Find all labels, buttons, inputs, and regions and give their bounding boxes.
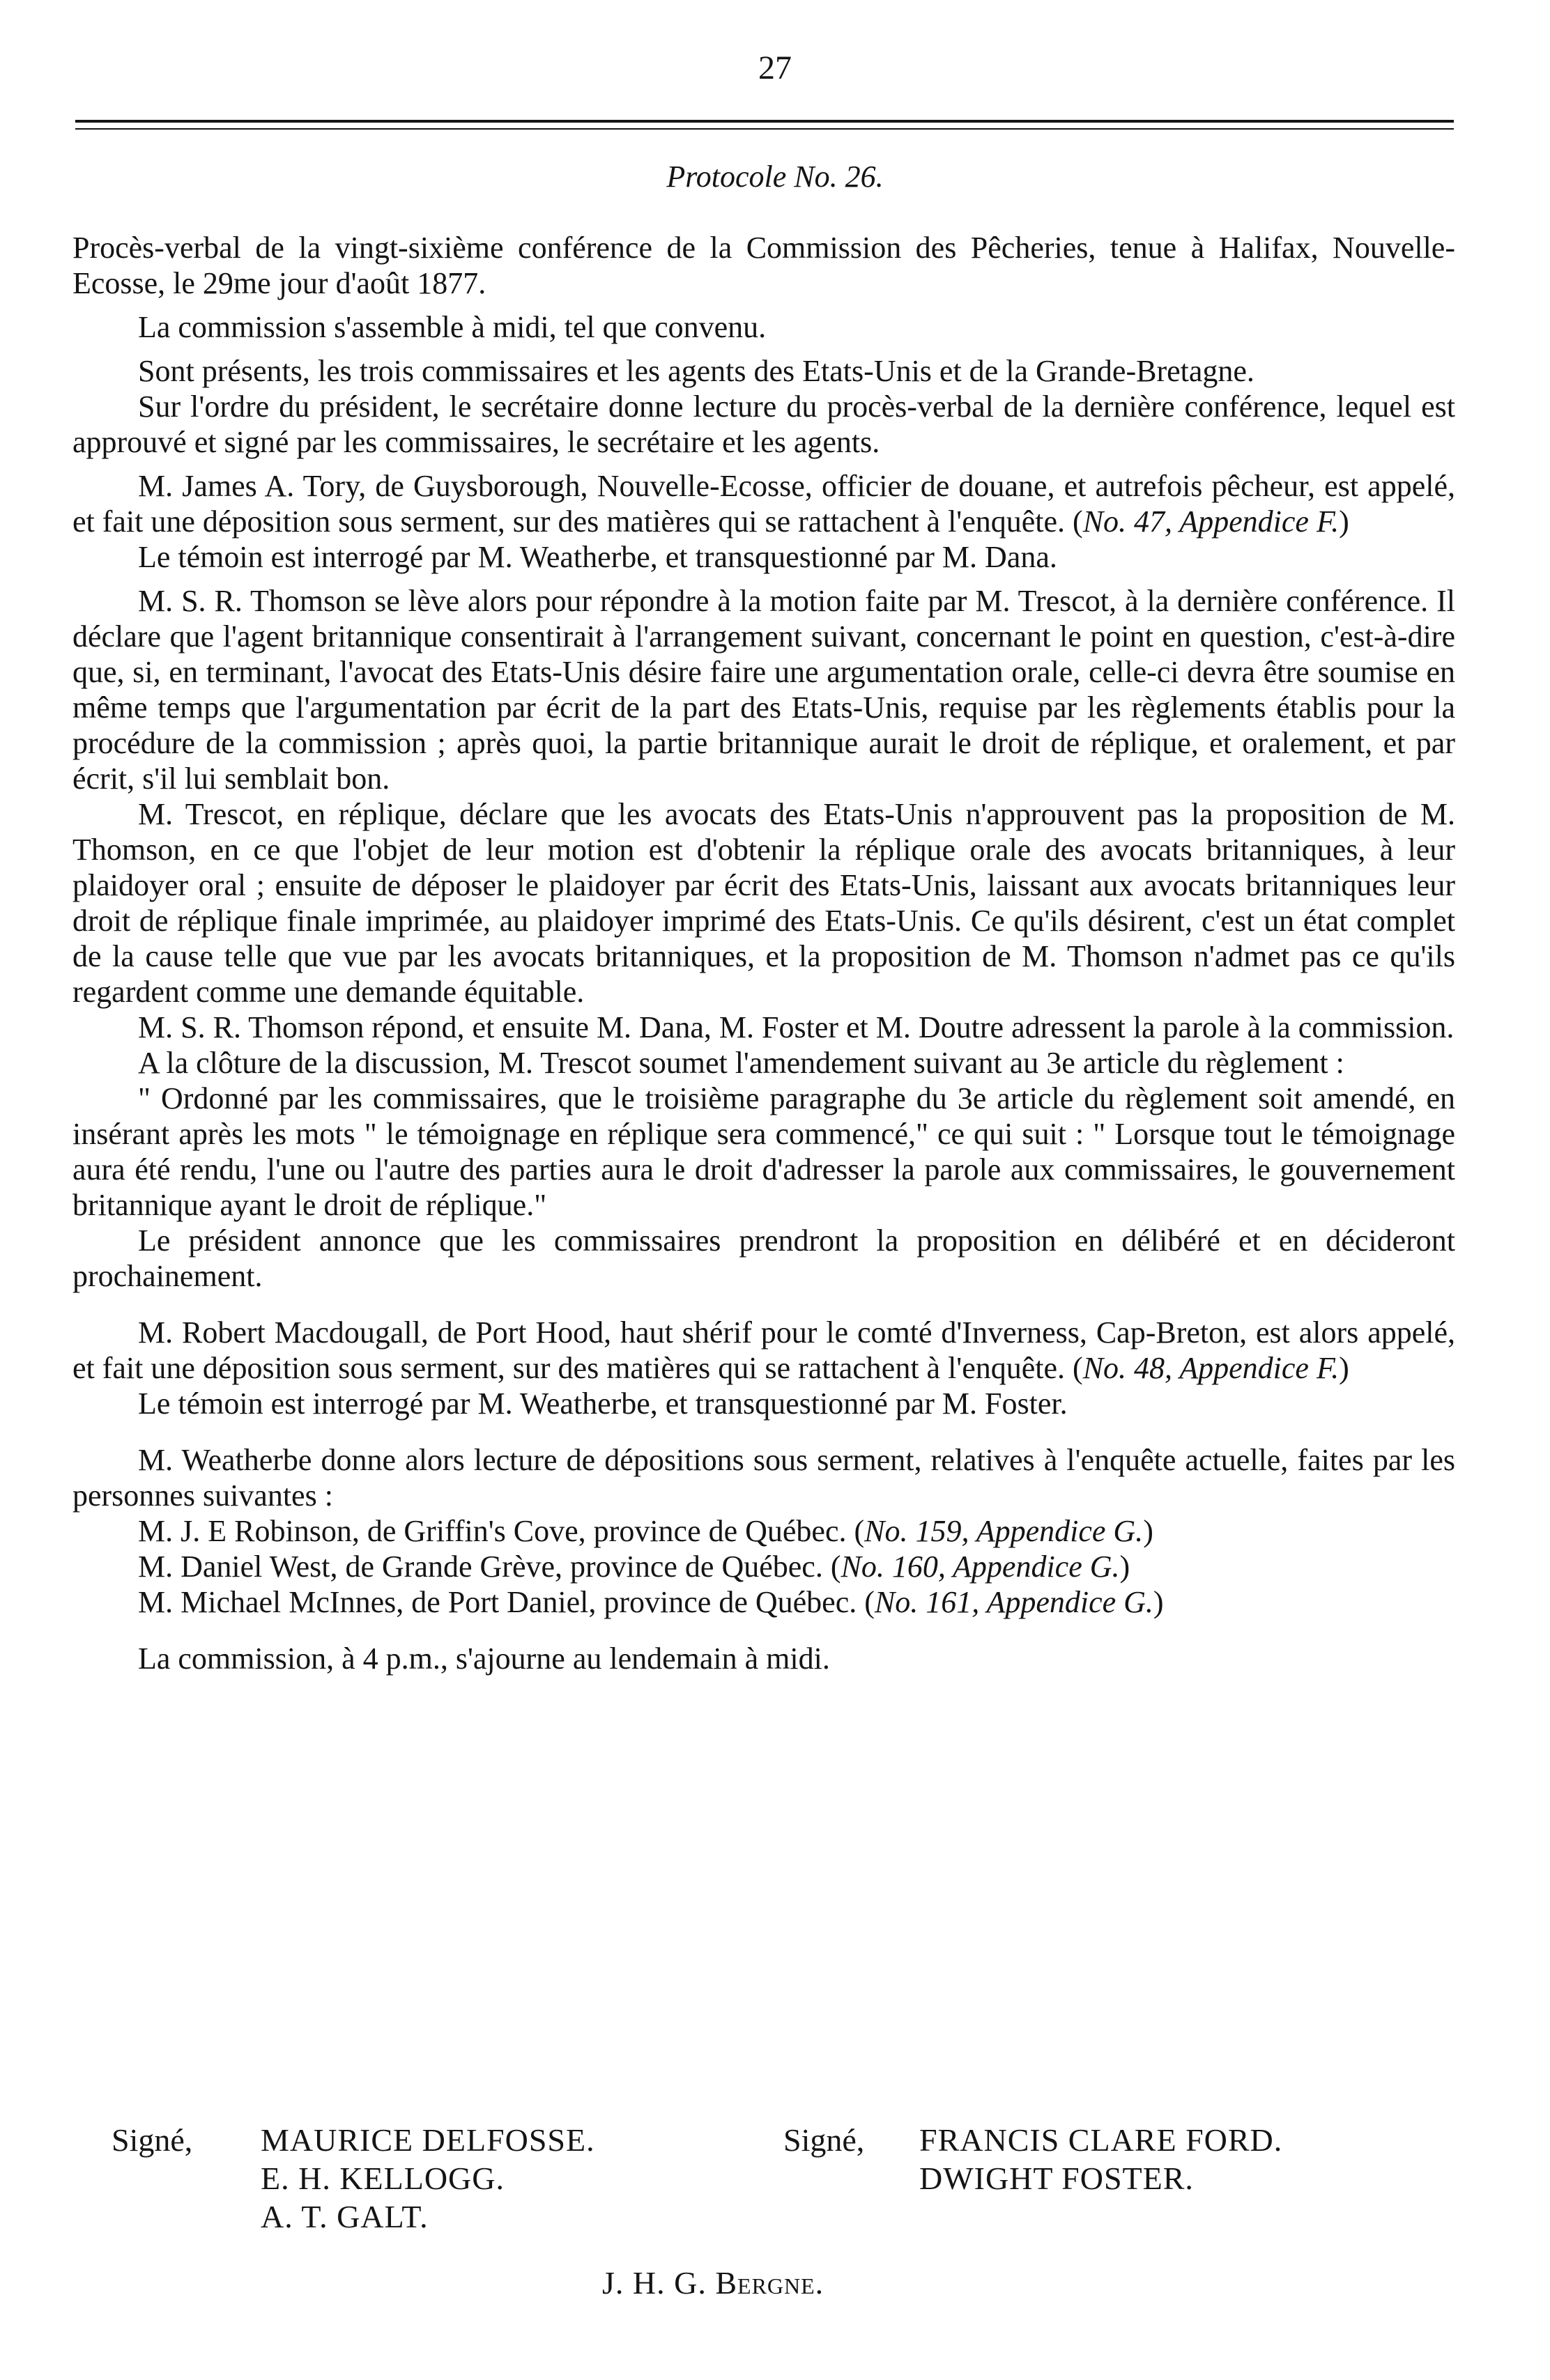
paragraph-text: M. Michael McInnes, de Port Daniel, province de Québec. ( [138,1585,875,1619]
paragraph: M. Trescot, en réplique, déclare que les avocats des Etats-Unis n'approuvent pas la proposition de M. Thomson, en ce que l'objet de leur motion est d'obtenir la réplique orale des avocats britanniques, à leur plaidoyer oral ; ensuite de déposer le plaidoyer par écrit des Etats-Unis, laissant aux avocats britanniques leur droit de réplique finale imprimée, au plaidoyer imprimé des Etats-Unis. Ce qu'ils désirent, c'est un état complet de la cause telle que vue par les avocats britanniques, et la proposition de M. Thomson n'admet pas ce qu'ils regardent comme une demande équitable. [72,797,1455,1009]
paragraph [72,1513,1455,1549]
header-rule-thin [75,128,1454,130]
signatory-name: DWIGHT FOSTER. [919,2161,1194,2196]
appendix-reference: No. 160, Appendice G. [841,1550,1120,1584]
signatory-name: FRANCIS CLARE FORD. [919,2122,1283,2158]
paragraph: Procès-verbal de la vingt-sixième conférence de la Commission des Pêcheries, tenue à Halifax, Nouvelle-Ecosse, le 29me jour d'août 1877. [72,231,1455,300]
appendix-reference: No. 47, Appendice F. [1082,504,1340,539]
paragraph-text: M. Daniel West, de Grande Grève, province de Québec. ( [138,1550,841,1584]
paragraph: La commission, à 4 p.m., s'ajourne au lendemain à midi. [138,1641,830,1676]
signed-label: Signé, [112,2122,193,2158]
paragraph-text: ) [1143,1514,1153,1548]
quoted-amendment: " Ordonné par les commissaires, que le troisième paragraphe du 3e article du règlement soit amendé, en insérant après les mots " le témoignage en réplique sera commencé," ce qui suit : " Lorsque tout le témoignage aura été rendu, l'une ou l'autre des parties aura le droit d'adresser la parole aux commissaires, le gouvernement britannique ayant le droit de réplique." [72,1081,1455,1222]
paragraph [72,1549,1455,1584]
secretary-name: J. H. G. Bergne. [602,2265,824,2301]
paragraph-text: M. J. E Robinson, de Griffin's Cove, province de Québec. ( [138,1514,865,1548]
appendix-reference: No. 48, Appendice F. [1082,1351,1340,1385]
paragraph: Sur l'ordre du président, le secrétaire donne lecture du procès-verbal de la dernière conférence, lequel est approuvé et signé par les commissaires, le secrétaire et les agents. [72,389,1455,459]
paragraph: M. Weatherbe donne alors lecture de dépositions sous serment, relatives à l'enquête actuelle, faites par les personnes suivantes : [72,1443,1455,1513]
paragraph-text: ) [1339,1351,1349,1385]
signatory-name: E. H. KELLOGG. [261,2161,505,2196]
paragraph [72,468,1455,539]
paragraph [72,1584,1455,1620]
paragraph: Sont présents, les trois commissaires et les agents des Etats-Unis et de la Grande-Bretagne. [138,354,1254,388]
signature-block [72,2122,1455,2358]
document-body [72,230,1455,1676]
paragraph: M. S. R. Thomson répond, et ensuite M. Dana, M. Foster et M. Doutre adressent la parole à la commission. [138,1010,1455,1044]
signatory-name: MAURICE DELFOSSE. [261,2122,595,2158]
paragraph: Le témoin est interrogé par M. Weatherbe, et transquestionné par M. Dana. [138,540,1057,574]
paragraph: Le témoin est interrogé par M. Weatherbe, et transquestionné par M. Foster. [138,1386,1068,1421]
page-number: 27 [758,49,792,86]
paragraph-text: ) [1153,1585,1164,1619]
paragraph-text: M. Robert Macdougall, de Port Hood, haut shérif pour le comté d'Inverness, Cap-Breton, est alors appelé, et fait une déposition sous serment, sur des matières qui se rattachent à l'enquête. ( [72,1315,1455,1385]
paragraph: La commission s'assemble à midi, tel que convenu. [138,310,767,344]
paragraph: A la clôture de la discussion, M. Trescot soumet l'amendement suivant au 3e article du règlement : [138,1046,1344,1080]
header-rule-thick [75,120,1454,123]
paragraph: M. S. R. Thomson se lève alors pour répondre à la motion faite par M. Trescot, à la dernière conférence. Il déclare que l'agent britannique consentirait à l'arrangement suivant, concernant le point en question, c'est-à-dire que, si, en terminant, l'avocat des Etats-Unis désire faire une argumentation orale, celle-ci devra être soumise en même temps que l'argumentation par écrit de la part des Etats-Unis, requise par les règlements établis pour la procédure de la commission ; après quoi, la partie britannique aurait le droit de réplique, et oralement, et par écrit, s'il lui semblait bon. [72,584,1455,796]
appendix-reference: No. 159, Appendice G. [864,1514,1144,1548]
paragraph [72,1315,1455,1386]
paragraph: Le président annonce que les commissaires prendront la proposition en délibéré et en décideront prochainement. [72,1223,1455,1293]
paragraph-text: M. James A. Tory, de Guysborough, Nouvelle-Ecosse, officier de douane, et autrefois pêcheur, est appelé, et fait une déposition sous serment, sur des matières qui se rattachent à l'enquête. ( [72,469,1455,539]
paragraph-text: ) [1339,504,1349,539]
signatory-name: A. T. GALT. [261,2199,429,2234]
protocol-heading: Protocole No. 26. [666,160,884,194]
signed-label: Signé, [783,2122,865,2158]
paragraph-text: ) [1119,1550,1130,1584]
appendix-reference: No. 161, Appendice G. [874,1585,1153,1619]
